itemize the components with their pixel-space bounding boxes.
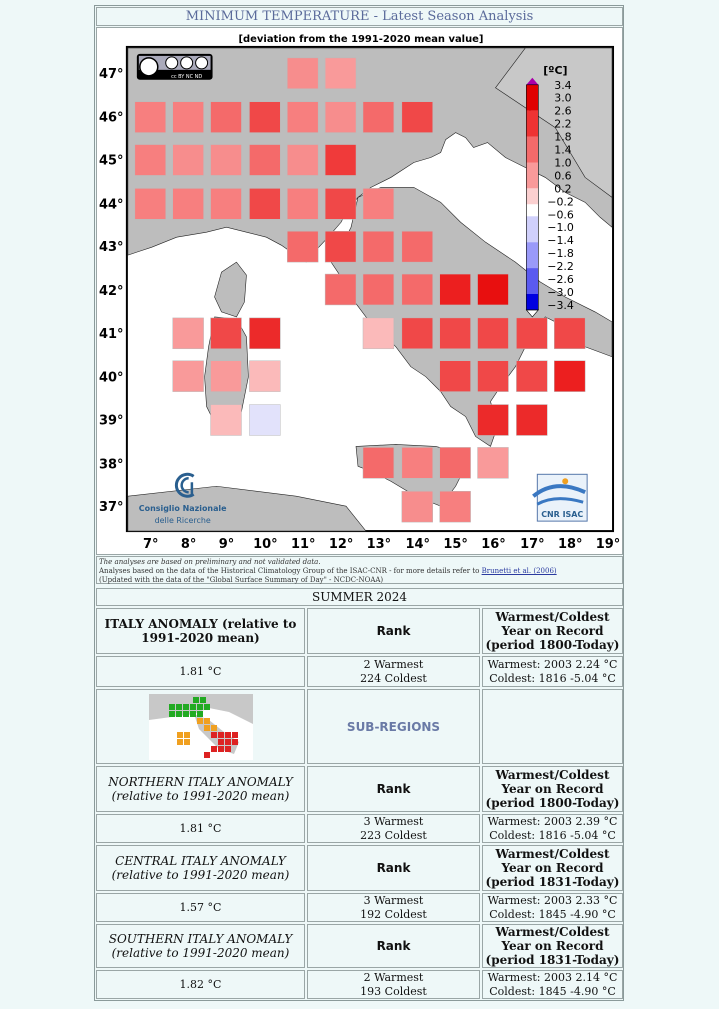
north-anomaly-header: NORTHERN ITALY ANOMALY (relative to 1991-2020 mean) [96, 766, 305, 812]
license-text: cc BY NC ND [171, 73, 203, 80]
license-badge [137, 54, 213, 80]
subregions-label: SUB-REGIONS [307, 689, 480, 764]
anomaly-map-panel [96, 27, 623, 555]
record-coldest: Coldest: 1845 -4.90 °C [489, 907, 616, 921]
north-record-value [482, 814, 623, 843]
record-header-title: Warmest/Coldest Year on Record [495, 847, 610, 875]
lat-label: 41° [98, 326, 124, 342]
notes-line-1: The analyses are based on preliminary and not validated data. [99, 558, 321, 566]
rank-warmest: 2 Warmest [363, 970, 424, 984]
cnr-logo-text: Consiglio Nazionale [138, 504, 227, 514]
italy-anomaly-value: 1.81 °C [96, 656, 305, 687]
scale-label: 1.8 [554, 130, 572, 144]
record-coldest: Coldest: 1816 -5.04 °C [489, 828, 616, 842]
cnr-logo-text: delle Ricerche [154, 516, 211, 526]
scale-label: −0.2 [547, 195, 574, 209]
north-rank-value [307, 814, 480, 843]
record-header-period: (period 1800-Today) [485, 638, 620, 652]
season-header: SUMMER 2024 [96, 588, 623, 606]
record-header-title: Warmest/Coldest Year on Record [495, 768, 610, 796]
notes-line-2-text: Analyses based on the data of the Historical Climatology Group of the ISAC-CNR - for more details refer to [99, 567, 482, 575]
isac-logo-text: CNR ISAC [541, 510, 584, 520]
isac-logo [533, 474, 587, 521]
lat-label: 43° [98, 240, 124, 256]
lon-label: 7° [143, 537, 159, 553]
lat-label: 39° [98, 413, 124, 429]
italy-rank-header: Rank [307, 608, 480, 654]
lon-label: 11° [290, 537, 316, 553]
scale-label: 0.6 [554, 169, 572, 183]
italy-anomaly-header: ITALY ANOMALY (relative to 1991-2020 mean) [96, 608, 305, 654]
scale-label: −0.6 [547, 208, 574, 222]
record-warmest: Warmest: 2003 2.14 °C [487, 970, 618, 984]
italy-record-header [482, 608, 623, 654]
lat-label: 38° [98, 457, 124, 473]
scale-label: 1.4 [554, 143, 572, 157]
central-record-header [482, 845, 623, 891]
map-heading: [deviation from the 1991-2020 mean value] [238, 33, 484, 45]
lat-label: 46° [98, 110, 124, 126]
lon-label: 19° [595, 537, 621, 553]
south-rank-value [307, 970, 480, 999]
lon-label: 8° [180, 537, 197, 553]
scale-label: 3.0 [554, 91, 572, 105]
scale-label: −1.8 [547, 247, 574, 261]
scale-label: −1.4 [547, 234, 574, 248]
lon-label: 14° [405, 537, 431, 553]
anomaly-map [97, 27, 622, 555]
rank-coldest: 224 Coldest [360, 671, 427, 685]
scale-label: 3.4 [554, 78, 572, 92]
analysis-notes [96, 556, 623, 584]
lat-label: 44° [98, 197, 124, 213]
rank-coldest: 193 Coldest [360, 984, 427, 998]
record-warmest: Warmest: 2003 2.39 °C [487, 814, 618, 828]
south-record-header [482, 924, 623, 968]
subregions-empty-cell [482, 689, 623, 764]
brunetti-reference-link[interactable]: Brunetti et al. (2006) [481, 567, 557, 575]
lon-label: 18° [557, 537, 583, 553]
north-rank-header: Rank [307, 766, 480, 812]
rank-coldest: 192 Coldest [360, 907, 427, 921]
record-header-title: Warmest/Coldest Year on Record [495, 925, 610, 953]
lon-label: 17° [520, 537, 545, 553]
lon-label: 12° [328, 537, 354, 553]
lat-label: 40° [98, 370, 124, 386]
italy-record-value [482, 656, 623, 687]
page-title: MINIMUM TEMPERATURE - Latest Season Analysis [96, 7, 623, 26]
rank-warmest: 3 Warmest [363, 814, 424, 828]
lat-label: 37° [98, 500, 124, 516]
scale-label: 2.6 [554, 104, 572, 118]
scale-label: −3.4 [547, 298, 574, 312]
italy-rank-value [307, 656, 480, 687]
scale-label: −3.0 [547, 285, 574, 299]
north-anomaly-value: 1.81 °C [96, 814, 305, 843]
lon-label: 9° [218, 537, 235, 553]
subregions-map-thumbnail[interactable] [149, 694, 253, 760]
south-anomaly-header: SOUTHERN ITALY ANOMALY (relative to 1991-2020 mean) [96, 924, 305, 968]
record-header-period: (period 1831-Today) [485, 953, 620, 967]
central-rank-value [307, 893, 480, 922]
scale-label: −1.0 [547, 221, 574, 235]
record-header-title: Warmest/Coldest Year on Record [495, 610, 610, 638]
south-rank-header: Rank [307, 924, 480, 968]
central-anomaly-header: CENTRAL ITALY ANOMALY (relative to 1991-2020 mean) [96, 845, 305, 891]
record-header-period: (period 1800-Today) [485, 796, 620, 810]
lon-label: 15° [443, 537, 468, 553]
scale-label: −2.6 [547, 273, 574, 287]
scale-label: −2.2 [547, 260, 574, 274]
record-warmest: Warmest: 2003 2.33 °C [487, 893, 618, 907]
scale-label: 2.2 [554, 117, 572, 131]
south-anomaly-value: 1.82 °C [96, 970, 305, 999]
record-coldest: Coldest: 1816 -5.04 °C [489, 671, 616, 685]
unit-label: [ºC] [543, 63, 568, 77]
north-record-header [482, 766, 623, 812]
lon-label: 13° [366, 537, 392, 553]
record-warmest: Warmest: 2003 2.24 °C [487, 657, 618, 671]
scale-label: 0.2 [554, 182, 572, 196]
lon-label: 10° [253, 537, 278, 553]
central-record-value [482, 893, 623, 922]
rank-warmest: 2 Warmest [363, 657, 424, 671]
lat-label: 42° [98, 283, 124, 299]
lon-label: 16° [481, 537, 506, 553]
record-coldest: Coldest: 1845 -4.90 °C [489, 984, 616, 998]
central-rank-header: Rank [307, 845, 480, 891]
rank-coldest: 223 Coldest [360, 828, 427, 842]
notes-line-3: (Updated with the data of the "Global Surface Summary of Day" - NCDC-NOAA) [99, 576, 384, 584]
record-header-period: (period 1831-Today) [485, 875, 620, 889]
subregions-thumbnail-cell [96, 689, 305, 764]
rank-warmest: 3 Warmest [363, 893, 424, 907]
lat-label: 45° [98, 153, 124, 169]
scale-label: 1.0 [554, 156, 572, 170]
notes-line-2 [99, 567, 620, 576]
lat-label: 47° [98, 66, 124, 82]
central-anomaly-value: 1.57 °C [96, 893, 305, 922]
south-record-value [482, 970, 623, 999]
